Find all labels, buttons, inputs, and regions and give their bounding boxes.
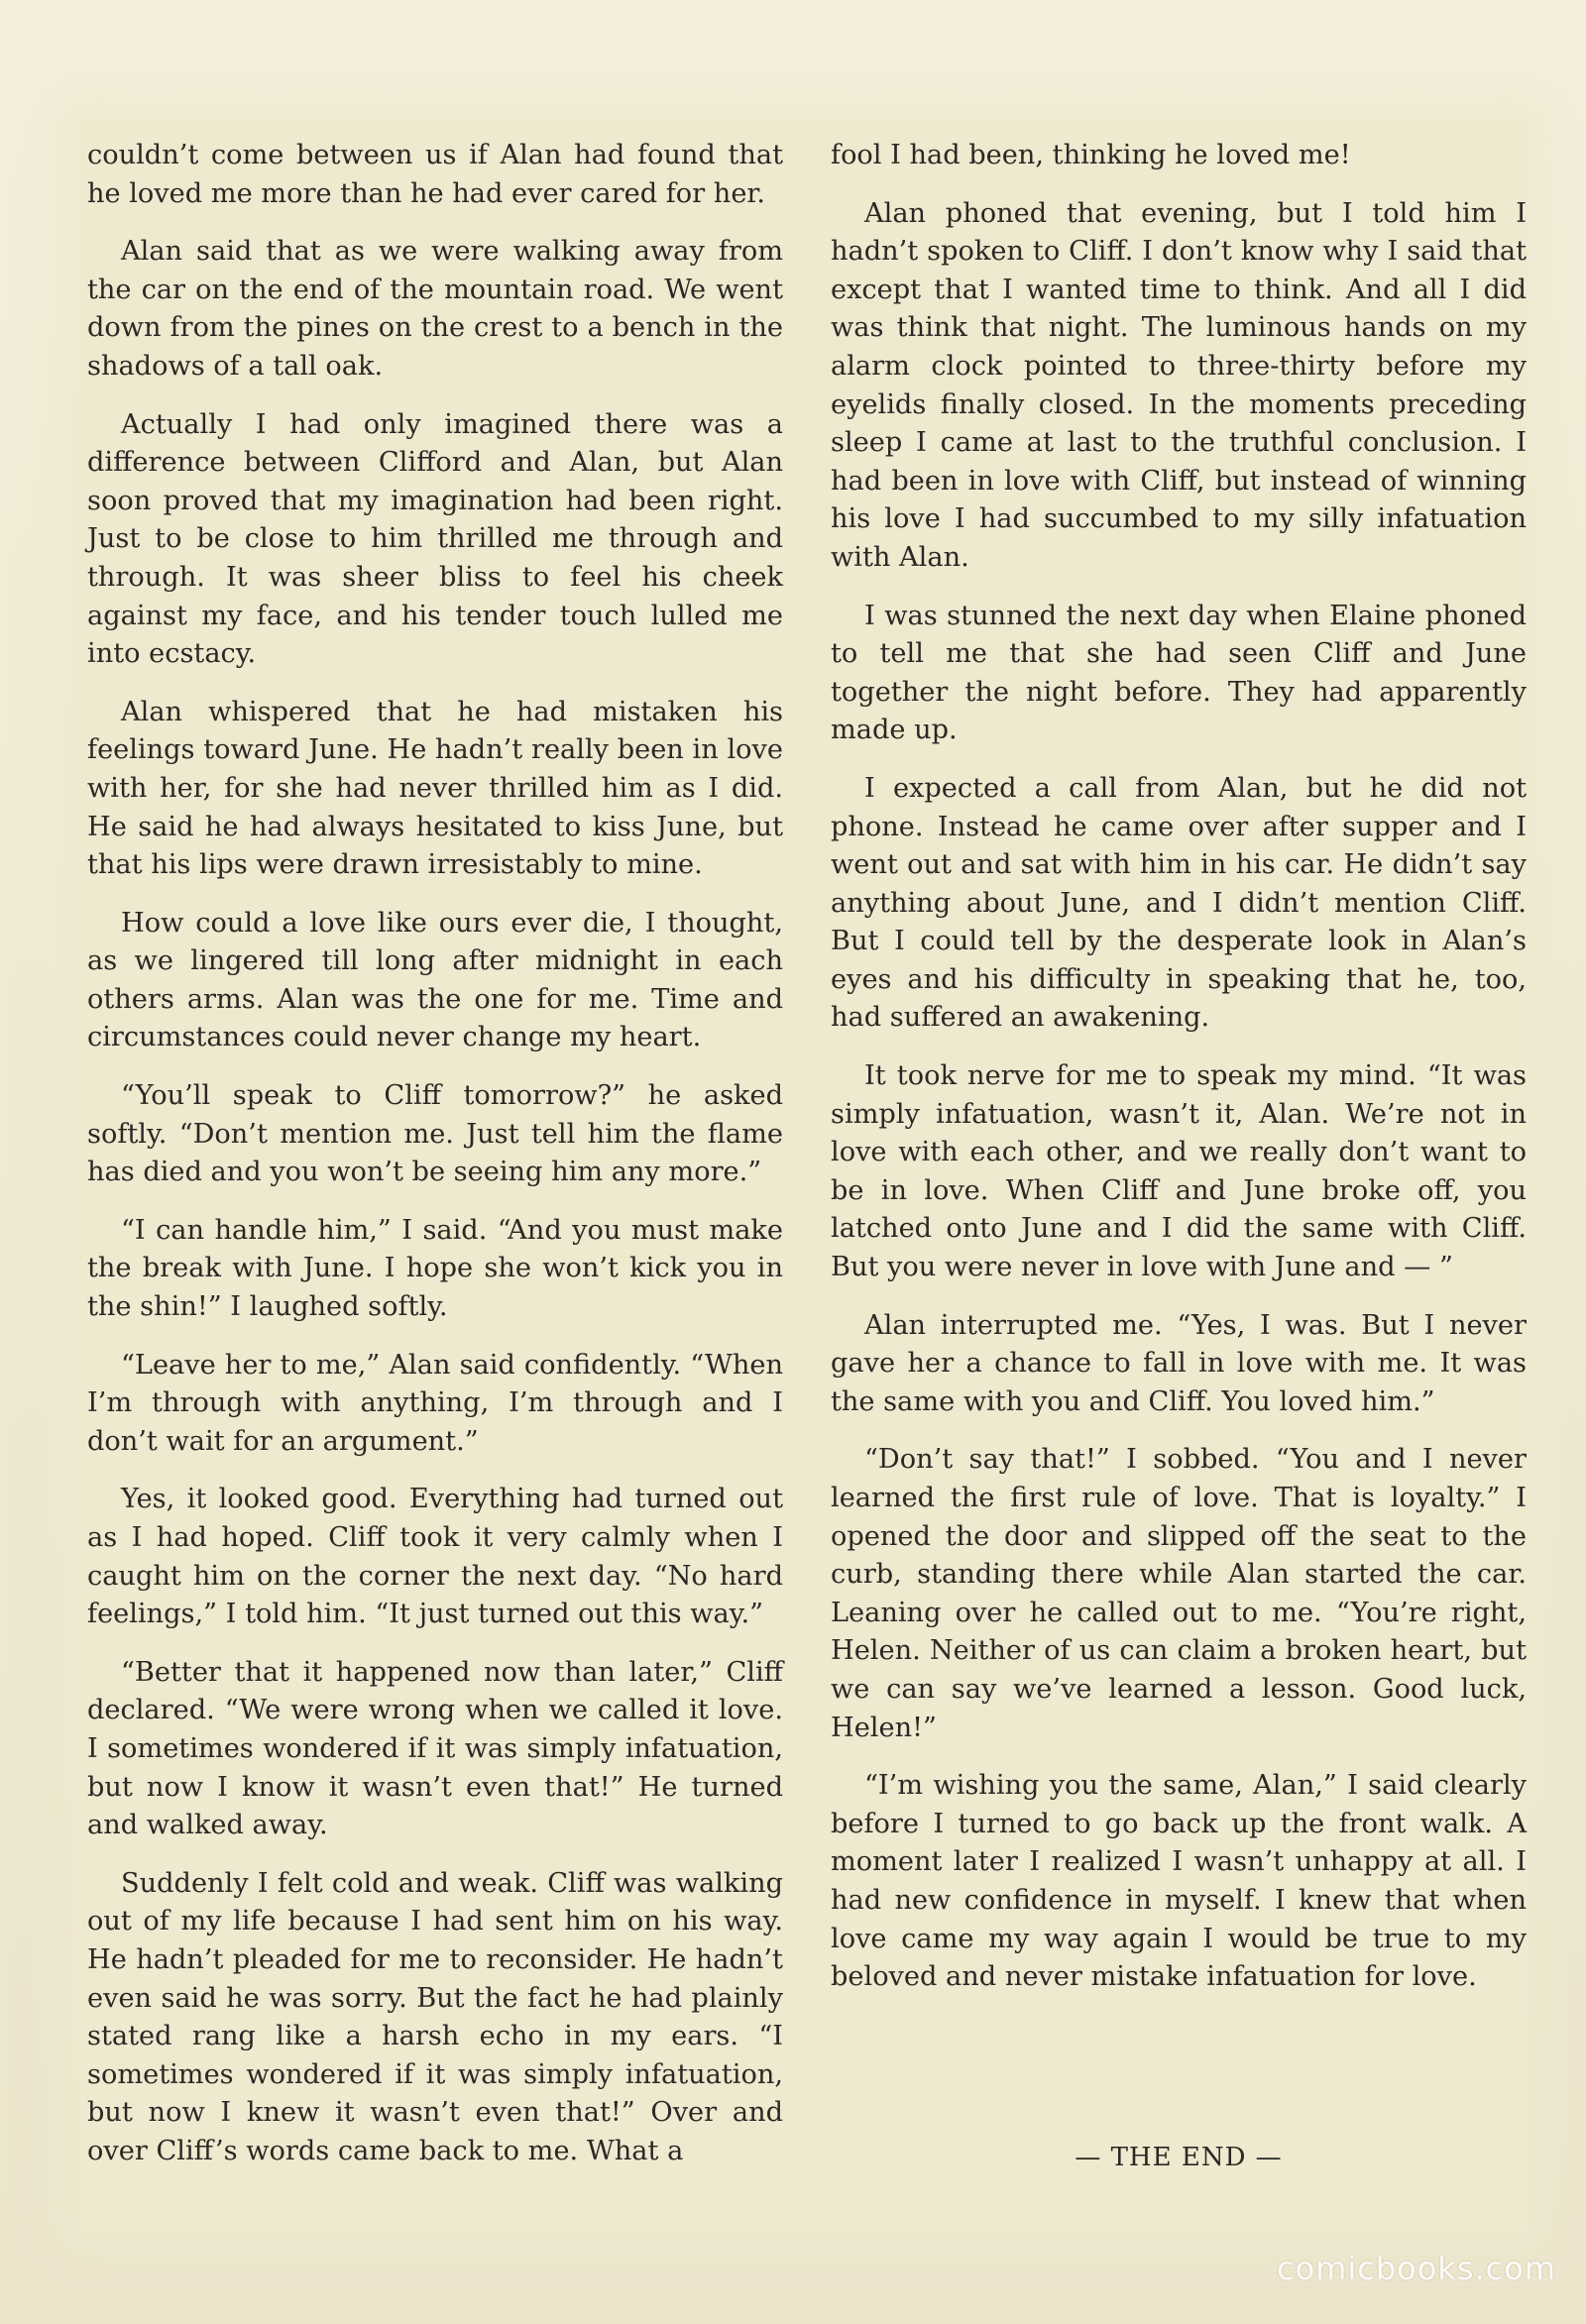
paragraph: Yes, it looked good. Everything had turned out as I had hoped. Cliff took it very calmly when I caught him on the corner the next day. “No hard feelings,” I told him. “It just turned out this way.” [87, 1484, 783, 1630]
paragraph: It took nerve for me to speak my mind. “It was simply infatuation, wasn’t it, Alan. We’re not in love with each other, and we really don’t want to be in love. When Cliff and June broke off, you latched onto June and I did the same with Cliff. But you were never in love with June and — ” [831, 1060, 1527, 1283]
paragraph: Alan interrupted me. “Yes, I was. But I never gave her a chance to fall in love with me. It was the same with you and Cliff. You loved him.” [831, 1309, 1527, 1417]
paragraph: Suddenly I felt cold and weak. Cliff was walking out of my life because I had sent him on his way. He hadn’t pleaded for me to reconsider. He hadn’t even said he was sorry. But the fact he had plainly stated rang like a harsh echo in my ears. “I sometimes wondered if it was simply infatuation, but now I knew it wasn’t even that!” Over and over Cliff’s words came back to me. What a [87, 1867, 783, 2166]
right-column [831, 137, 1527, 2017]
left-column [87, 137, 783, 2191]
paragraph: “I can handle him,” I said. “And you must make the break with June. I hope she won’t kick you in the shin!” I laughed softly. [87, 1214, 783, 1323]
paragraph: “Leave her to me,” Alan said confidently. “When I’m through with anything, I’m through and I don’t wait for an argument.” [87, 1349, 783, 1457]
paragraph: “Don’t say that!” I sobbed. “You and I never learned the first rule of love. That is loyalty.” I opened the door and slipped off the seat to the curb, standing there while Alan started the car. Leaning over he called out to me. “You’re right, Helen. Neither of us can claim a broken heart, but we can say we’ve learned a lesson. Good luck, Helen!” [831, 1444, 1527, 1743]
paragraph: I was stunned the next day when Elaine phoned to tell me that she had seen Cliff and June together the night before. They had apparently made up. [831, 600, 1527, 746]
the-end-label: — THE END — [1075, 2143, 1283, 2172]
paragraph: Alan said that as we were walking away from the car on the end of the mountain road. We went down from the pines on the crest to a bench in the shadows of a tall oak. [87, 236, 783, 382]
paragraph: fool I had been, thinking he loved me! [831, 140, 1351, 170]
watermark: comicbooks.com [1276, 2250, 1556, 2287]
paragraph: couldn’t come between us if Alan had found that he loved me more than he had ever cared for her. [87, 140, 783, 209]
paragraph: Alan whispered that he had mistaken his feelings toward June. He hadn’t really been in love with her, for she had never thrilled him as I did. He said he had always hesitated to kiss June, but that his lips were drawn irresistably to mine. [87, 696, 783, 881]
paragraph: “Better that it happened now than later,” Cliff declared. “We were wrong when we called it love. I sometimes wondered if it was simply infatuation, but now I know it wasn’t even that!” He turned and walked away. [87, 1656, 783, 1841]
paragraph: How could a love like ours ever die, I thought, as we lingered till long after midnight in each others arms. Alan was the one for me. Time and circumstances could never change my heart. [87, 907, 783, 1053]
paragraph: “I’m wishing you the same, Alan,” I said clearly before I turned to go back up the front walk. A moment later I realized I wasn’t unhappy at all. I had new confidence in myself. I knew that when love came my way again I would be true to my beloved and never mistake infatuation for love. [831, 1770, 1527, 1993]
paragraph: Actually I had only imagined there was a difference between Clifford and Alan, but Alan soon proved that my imagination had been right. Just to be close to him thrilled me through and through. It was sheer bliss to feel his cheek against my face, and his tender touch lulled me into ecstacy. [87, 408, 783, 670]
paragraph: I expected a call from Alan, but he did not phone. Instead he came over after supper and I went out and sat with him in his car. He didn’t say anything about June, and I didn’t mention Cliff. But I could tell by the desperate look in Alan’s eyes and his difficulty in speaking that he, too, had suffered an awakening. [831, 772, 1527, 1034]
paragraph: “You’ll speak to Cliff tomorrow?” he asked softly. “Don’t mention me. Just tell him the flame has died and you won’t be seeing him any more.” [87, 1080, 783, 1188]
paragraph: Alan phoned that evening, but I told him I hadn’t spoken to Cliff. I don’t know why I said that except that I wanted time to think. And all I did was think that night. The luminous hands on my alarm clock pointed to three-thirty before my eyelids finally closed. In the moments preceding sleep I came at last to the truthful conclusion. I had been in love with Cliff, but instead of winning his love I had succumbed to my silly infatuation with Alan. [831, 197, 1527, 573]
